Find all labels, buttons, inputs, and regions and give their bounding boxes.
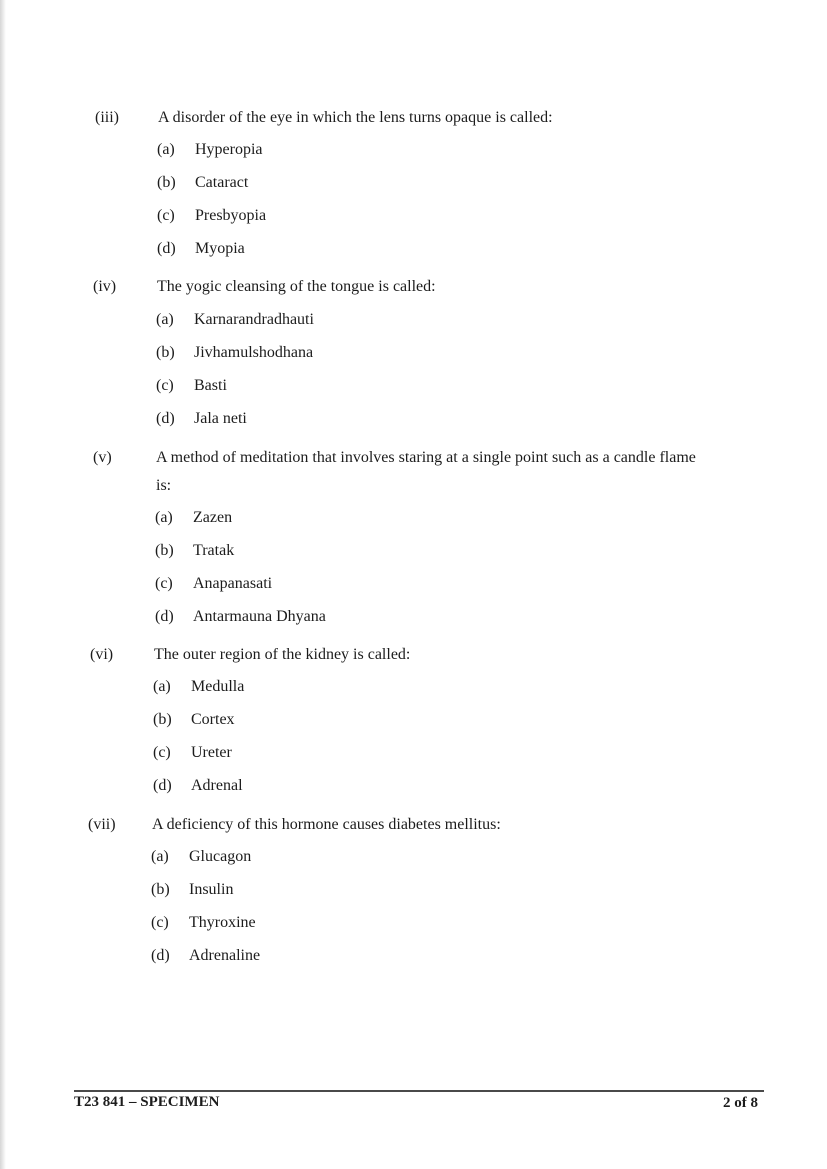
- option-text: Tratak: [193, 542, 235, 559]
- option-letter: (d): [156, 410, 175, 427]
- option-letter: (a): [157, 141, 175, 158]
- question-text: The outer region of the kidney is called:: [154, 646, 411, 663]
- option-text: Insulin: [189, 881, 234, 898]
- question-number: (vii): [88, 816, 116, 833]
- question-number: (v): [93, 449, 112, 466]
- footer-paper-code: T23 841 – SPECIMEN: [74, 1094, 220, 1110]
- option-letter: (b): [155, 542, 174, 559]
- footer-divider: [74, 1090, 764, 1092]
- option-text: Adrenal: [191, 777, 243, 794]
- option-text: Ureter: [191, 744, 232, 761]
- option-letter: (c): [156, 377, 174, 394]
- question-number: (iii): [95, 109, 119, 126]
- option-text: Glucagon: [189, 848, 252, 865]
- option-letter: (c): [157, 207, 175, 224]
- option-letter: (b): [153, 711, 172, 728]
- option-text: Jivhamulshodhana: [194, 344, 314, 361]
- option-letter: (d): [151, 947, 170, 964]
- option-text: Jala neti: [194, 410, 247, 427]
- option-letter: (c): [155, 575, 173, 592]
- option-letter: (c): [151, 914, 169, 931]
- option-letter: (b): [151, 881, 170, 898]
- option-text: Karnarandradhauti: [194, 311, 314, 328]
- option-text: Presbyopia: [195, 207, 267, 224]
- question-number: (iv): [93, 278, 117, 295]
- question-text: A method of meditation that involves staring at a single point such as a candle flame is:: [156, 449, 696, 494]
- option-letter: (a): [153, 678, 171, 695]
- option-text: Myopia: [195, 240, 245, 257]
- footer-page-number: 2 of 8: [723, 1095, 758, 1111]
- option-text: Antarmauna Dhyana: [193, 608, 326, 625]
- option-text: Hyperopia: [195, 141, 263, 158]
- option-letter: (d): [157, 240, 176, 257]
- option-text: Adrenaline: [189, 947, 261, 964]
- option-letter: (b): [157, 174, 176, 191]
- question-text: A disorder of the eye in which the lens turns opaque is called:: [158, 109, 553, 126]
- question-number: (vi): [90, 646, 114, 663]
- option-letter: (b): [156, 344, 175, 361]
- scan-edge-shadow: [0, 0, 6, 1169]
- option-letter: (c): [153, 744, 171, 761]
- option-letter: (d): [155, 608, 174, 625]
- option-text: Cortex: [191, 711, 235, 728]
- option-letter: (d): [153, 777, 172, 794]
- option-letter: (a): [156, 311, 174, 328]
- option-text: Medulla: [191, 678, 245, 695]
- option-text: Cataract: [195, 174, 249, 191]
- option-letter: (a): [155, 509, 173, 526]
- question-text: The yogic cleansing of the tongue is called:: [157, 278, 436, 295]
- option-text: Anapanasati: [193, 575, 273, 592]
- option-text: Thyroxine: [189, 914, 256, 931]
- option-text: Basti: [194, 377, 227, 394]
- option-letter: (a): [151, 848, 169, 865]
- question-text: A deficiency of this hormone causes diabetes mellitus:: [152, 816, 501, 833]
- option-text: Zazen: [193, 509, 233, 526]
